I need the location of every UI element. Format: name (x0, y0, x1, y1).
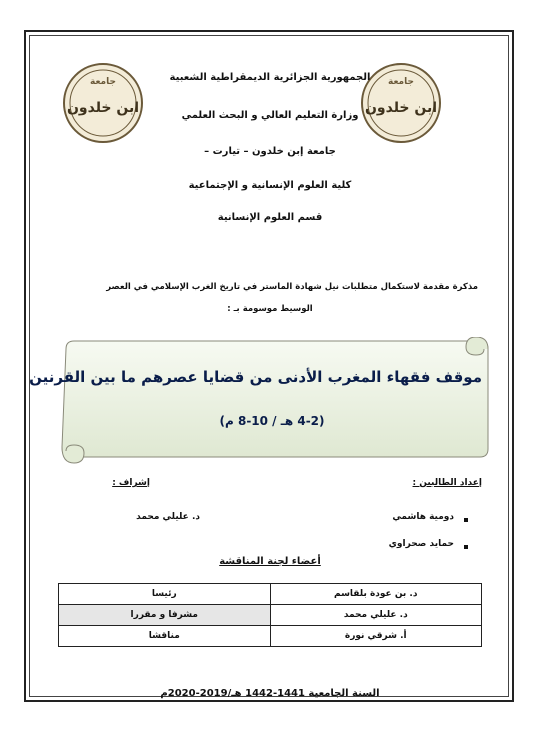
supervisor-name: د. عليلي محمد (136, 512, 200, 522)
memo-line-1: مذكرة مقدمة لاستكمال متطلبات نيل شهادة الماستر في تاريخ الغرب الإسلامي في العصر (106, 282, 478, 292)
header-department: قسم العلوم الإنسانية (217, 212, 323, 223)
jury-title: أعضاء لجنة المناقشة (219, 556, 321, 567)
table-row (59, 584, 482, 605)
bullet-icon (464, 545, 468, 549)
university-seal-icon (62, 62, 144, 144)
logo-text-top: جامعة (90, 77, 116, 87)
jury-member: د. بن عودة بلقاسم (270, 584, 482, 605)
header-university: جامعة إبن خلدون – تيارت – (204, 146, 336, 157)
logo-text-top: جامعة (388, 77, 414, 87)
jury-member: أ. شرقي نورة (270, 626, 482, 647)
header-faculty: كلية العلوم الإنسانية و الإجتماعية (188, 180, 352, 191)
student-name-2: حمايد صحراوي (388, 539, 454, 549)
table-row (59, 605, 482, 626)
memo-title: موقف فقهاء المغرب الأدنى من قضايا عصرهم ما بين القرنين (29, 368, 482, 386)
supervisor-label: إشراف : (112, 478, 150, 488)
jury-member: د. عليلي محمد (270, 605, 482, 626)
academic-year: السنة الجامعية 1441-1442 هـ/2019-2020م (160, 688, 380, 699)
header-republic: الجمهورية الجزائرية الديمقراطية الشعبية (169, 72, 371, 83)
logo-text-main: ابن خلدون (364, 100, 438, 116)
jury-role: مناقشا (59, 626, 271, 647)
logo-text-main: ابن خلدون (66, 100, 140, 116)
students-label: إعداد الطالبين : (412, 478, 482, 488)
memo-line-2: الوسيط موسومة بـ : (227, 304, 313, 314)
jury-role: مشرفا و مقررا (59, 605, 271, 626)
title-scroll-banner (29, 337, 492, 467)
header-ministry: وزارة التعليم العالي و البحث العلمي (181, 110, 359, 121)
jury-role: رئيسا (59, 584, 271, 605)
bullet-icon (464, 518, 468, 522)
jury-table (58, 583, 482, 647)
student-name-1: دومية هاشمي (392, 512, 454, 522)
memo-title-dates: (4-2 هـ / 10-8 م) (219, 414, 325, 428)
table-row (59, 626, 482, 647)
